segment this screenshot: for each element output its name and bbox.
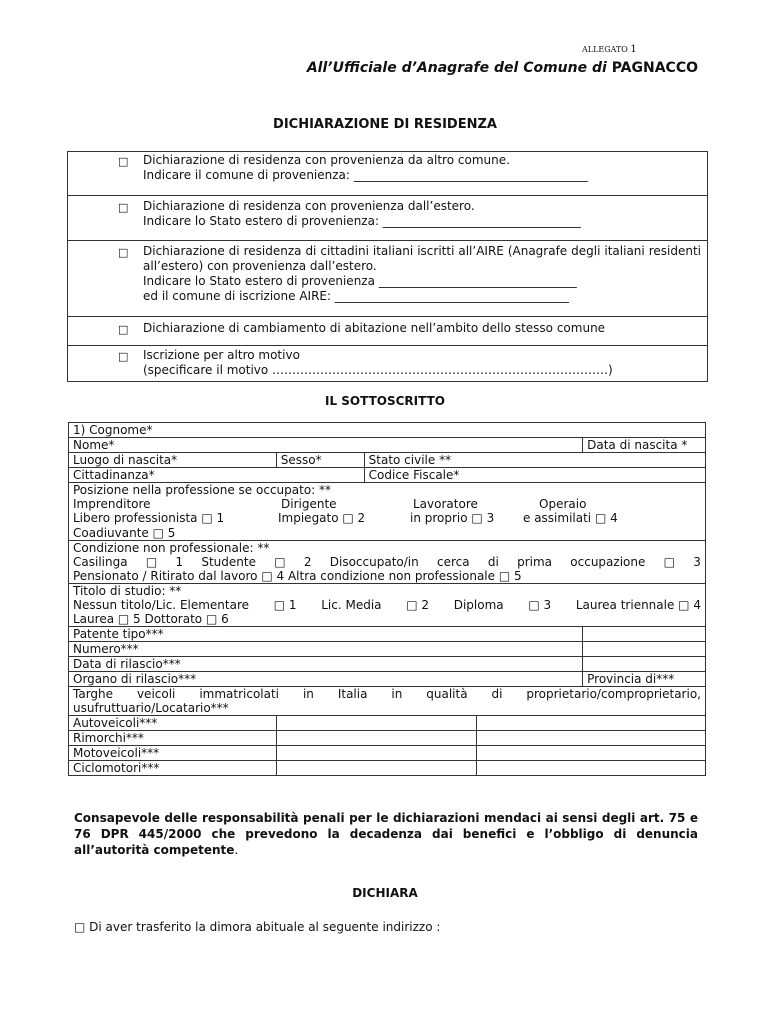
autoveicoli-cell-2[interactable] (477, 716, 706, 731)
field-data-nascita[interactable]: Data di nascita * (583, 438, 706, 453)
motoveicoli-cell-2[interactable] (477, 746, 706, 761)
rimorchi-cell-2[interactable] (477, 731, 706, 746)
option-altro-motivo[interactable]: □ Iscrizione per altro motivo (specificare il motivo …………………………………………………………………………) (118, 348, 613, 377)
section-title-dichiara: DICHIARA (352, 886, 418, 900)
field-cognome[interactable]: 1) Cognome* (69, 423, 706, 438)
field-motoveicoli: Motoveicoli*** (69, 746, 277, 761)
field-condizione-non-professionale[interactable]: Condizione non professionale: ** Casilinga □ 1 Studente □ 2 Disoccupato/in cerca di prima occupazione □ 3 Pensionato / Ritirato dal lavoro □ 4 Altra condizione non professionale □ 5 (69, 541, 706, 584)
field-ciclomotori: Ciclomotori*** (69, 761, 277, 776)
field-data-rilascio-value[interactable] (583, 657, 706, 672)
residence-options (67, 151, 708, 382)
section-title-sottoscritto: IL SOTTOSCRITTO (325, 394, 445, 408)
field-patente-tipo[interactable]: Patente tipo*** (69, 627, 583, 642)
option-aire[interactable]: □ Dichiarazione di residenza di cittadini italiani iscritti all’AIRE (Anagrafe degli italiani residenti all’estero) con provenienza dall’estero. Indicare lo Stato estero di provenienza _________________________________ ed il comune di iscrizione AIRE: _______________________________________ (68, 241, 707, 317)
consapevole-statement: Consapevole delle responsabilità penali per le dichiarazioni mendaci ai sensi degli art. 75 e 76 DPR 445/2000 che prevedono la decadenza dai benefici e l’obbligo di denuncia all’autorità competente. (74, 811, 698, 857)
field-targhe-veicoli: Targhe veicoli immatricolati in Italia in qualità di proprietario/comproprietario, usufruttuario/Locatario*** (69, 687, 706, 716)
addressee: All’Ufficiale d’Anagrafe del Comune di PAGNACCO (306, 60, 698, 76)
field-titolo-studio[interactable]: Titolo di studio: ** Nessun titolo/Lic. Elementare □ 1 Lic. Media □ 2 Diploma □ 3 Laurea triennale □ 4 Laurea □ 5 Dottorato □ 6 (69, 584, 706, 627)
field-numero[interactable]: Numero*** (69, 642, 583, 657)
checkbox[interactable]: □ (118, 323, 129, 336)
document-title: DICHIARAZIONE DI RESIDENZA (273, 117, 497, 132)
allegato-label: ALLEGATO 1 (582, 44, 637, 55)
rimorchi-cell-1[interactable] (276, 731, 477, 746)
field-professione[interactable]: Posizione nella professione se occupato: ** Imprenditore Dirigente Lavoratore Operaio Libero professionista □ 1 Impiegato □ 2 in proprio □ 3 e assimilati □ 4 Coadiuvante □ 5 (69, 483, 706, 541)
checkbox[interactable]: □ (118, 350, 129, 363)
field-nome[interactable]: Nome* (69, 438, 583, 453)
ciclomotori-cell-2[interactable] (477, 761, 706, 776)
option-altro-comune[interactable]: □ Dichiarazione di residenza con provenienza da altro comune. Indicare il comune di provenienza: _______________________________________ (68, 152, 707, 196)
checkbox[interactable]: □ (118, 155, 129, 168)
field-data-rilascio[interactable]: Data di rilascio*** (69, 657, 583, 672)
field-autoveicoli: Autoveicoli*** (69, 716, 277, 731)
personal-data-form (68, 422, 706, 776)
field-luogo-nascita[interactable]: Luogo di nascita* (69, 453, 277, 468)
motoveicoli-cell-1[interactable] (276, 746, 477, 761)
option-estero[interactable]: □ Dichiarazione di residenza con provenienza dall’estero. Indicare lo Stato estero di provenienza: _________________________________ (68, 196, 707, 241)
field-numero-value[interactable] (583, 642, 706, 657)
field-provincia[interactable]: Provincia di*** (583, 672, 706, 687)
field-patente-tipo-value[interactable] (583, 627, 706, 642)
checkbox[interactable]: □ (118, 246, 129, 259)
field-rimorchi: Rimorchi*** (69, 731, 277, 746)
autoveicoli-cell-1[interactable] (276, 716, 477, 731)
option-cambio-abitazione[interactable]: □ Dichiarazione di cambiamento di abitazione nell’ambito dello stesso comune (68, 317, 707, 346)
field-stato-civile[interactable]: Stato civile ** (364, 453, 705, 468)
checkbox[interactable]: □ (118, 201, 129, 214)
option-trasferito-dimora[interactable]: □ Di aver trasferito la dimora abituale al seguente indirizzo : (74, 920, 441, 934)
field-organo-rilascio[interactable]: Organo di rilascio*** (69, 672, 583, 687)
field-sesso[interactable]: Sesso* (276, 453, 364, 468)
field-cittadinanza[interactable]: Cittadinanza* (69, 468, 365, 483)
field-codice-fiscale[interactable]: Codice Fiscale* (364, 468, 705, 483)
ciclomotori-cell-1[interactable] (276, 761, 477, 776)
